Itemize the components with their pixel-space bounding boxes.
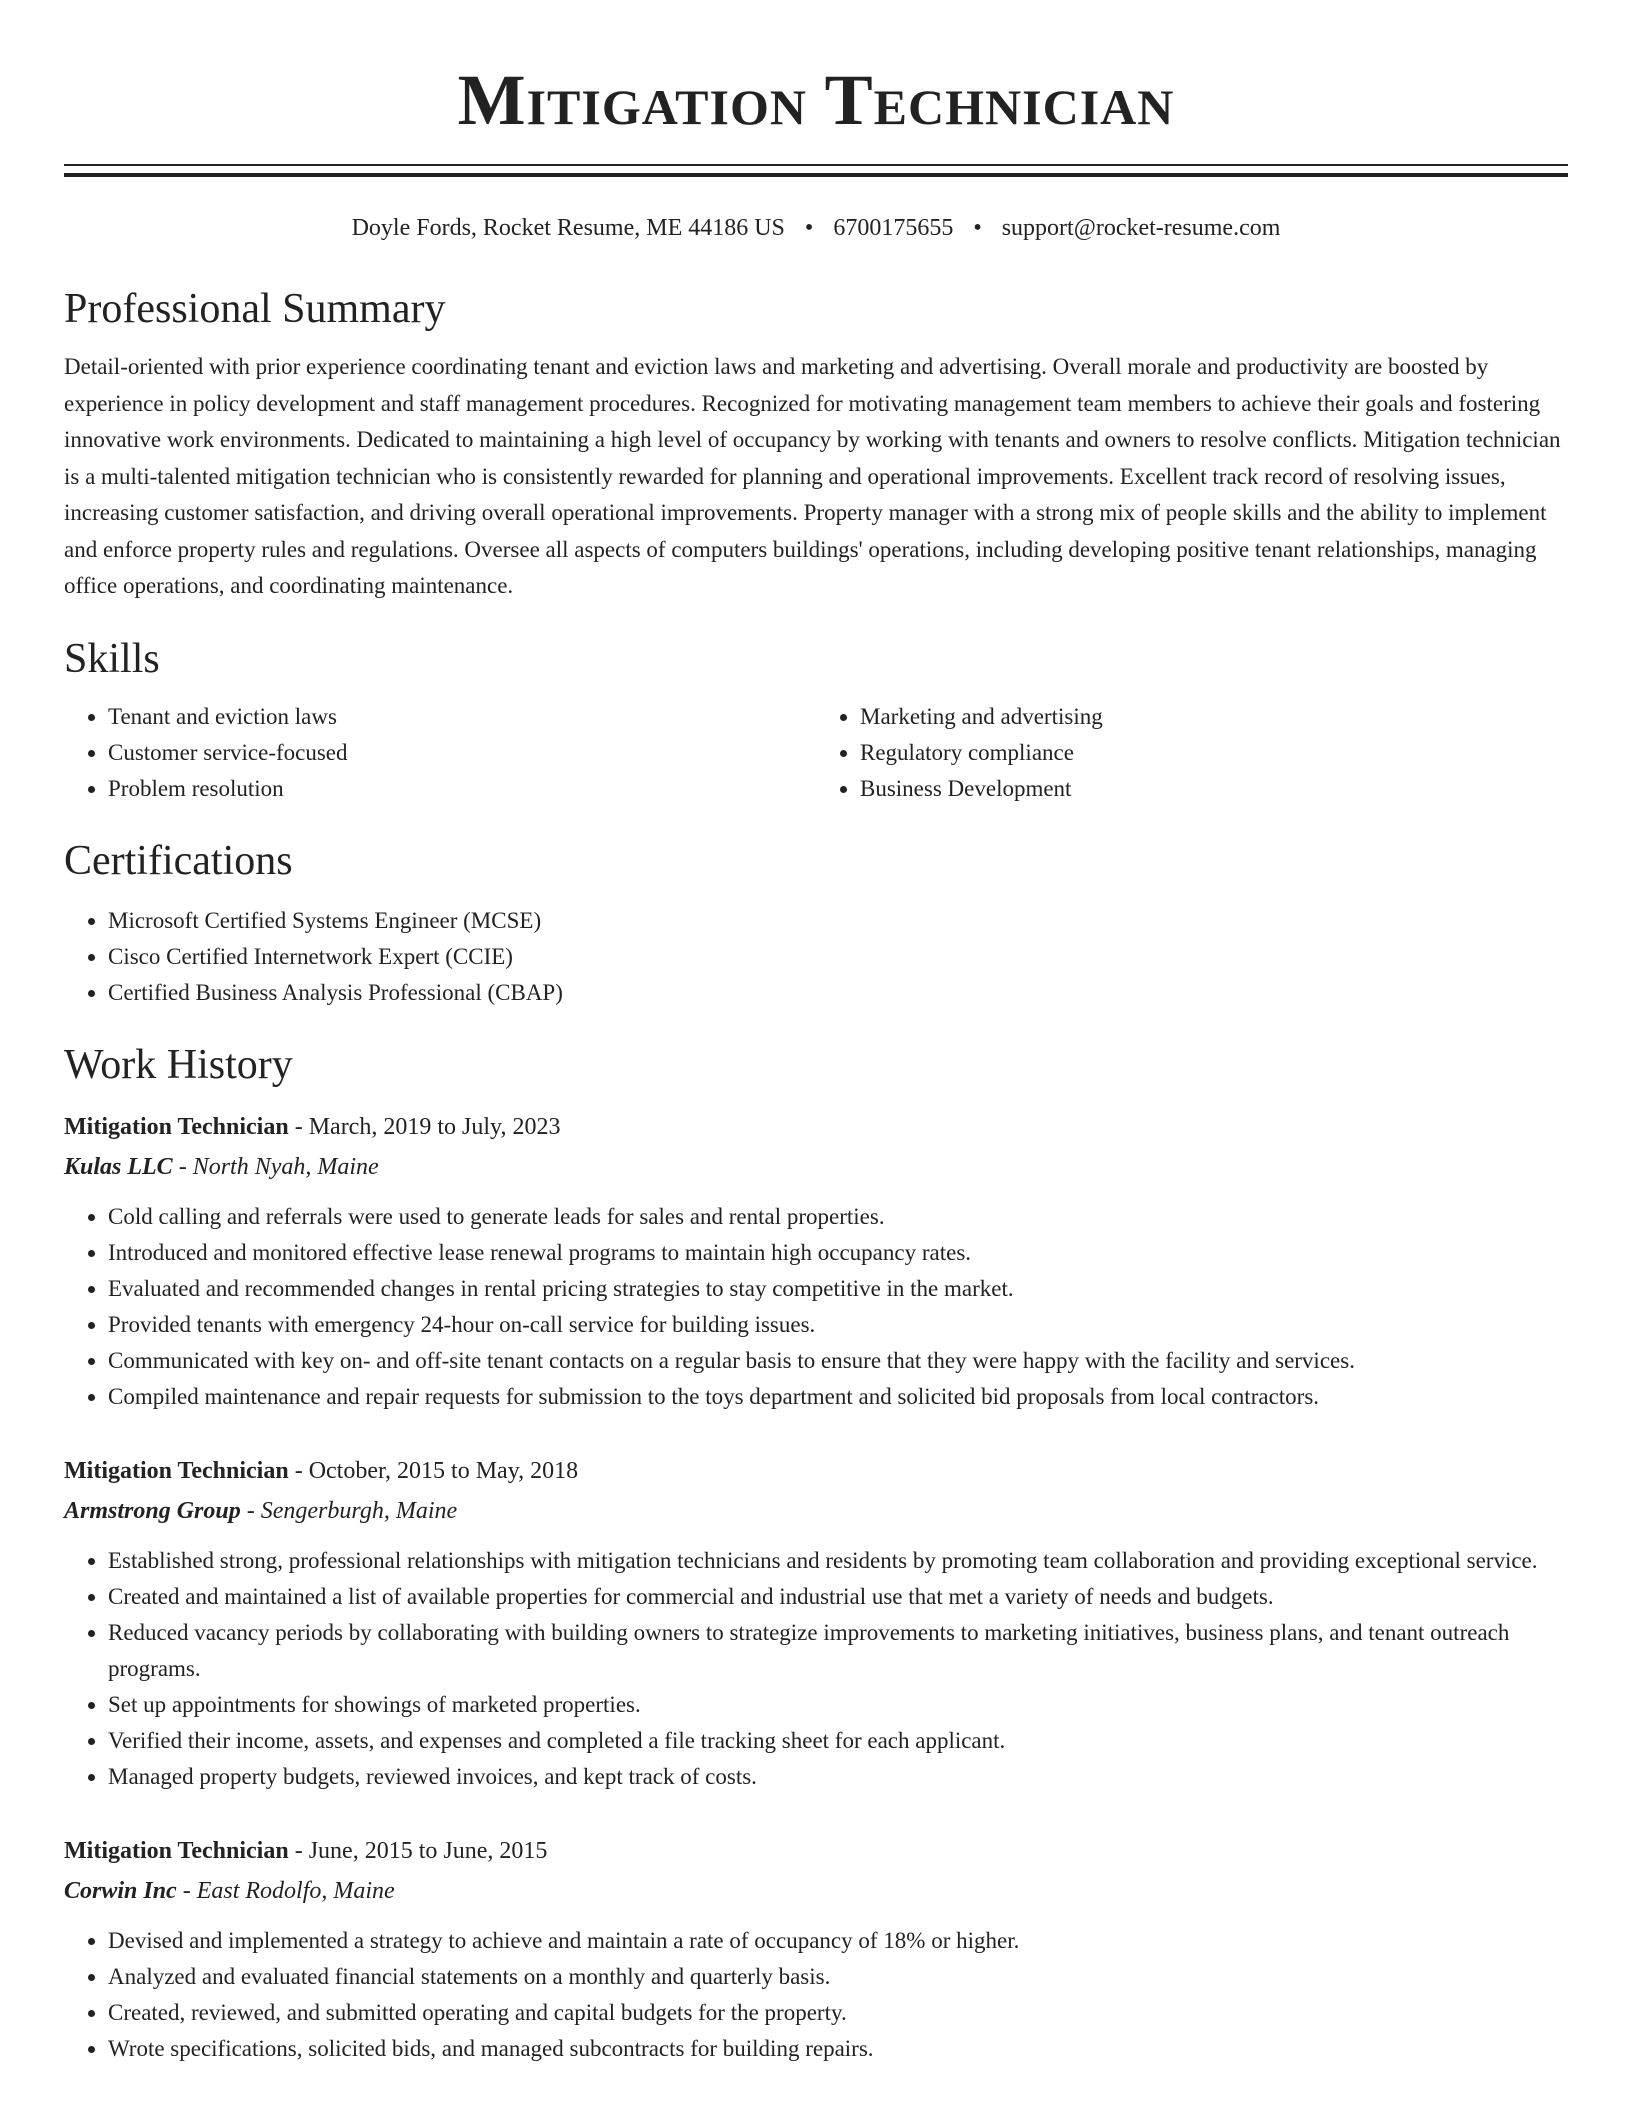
job-bullet: • Compiled maintenance and repair requests for submission to the toys department and solicited bid proposals from local contractors. <box>108 1379 1568 1415</box>
skills-list <box>64 699 1568 807</box>
skill-item: • Regulatory compliance <box>860 735 1568 771</box>
job-bullet: • Evaluated and recommended changes in rental pricing strategies to stay competitive in the market. <box>108 1271 1568 1307</box>
skill-item: • Problem resolution <box>108 771 816 807</box>
job-bullet: • Managed property budgets, reviewed invoices, and kept track of costs. <box>108 1759 1568 1795</box>
job-role: Mitigation Technician <box>64 1837 289 1864</box>
certification-item: • Certified Business Analysis Professional (CBAP) <box>108 975 1568 1011</box>
job-bullet: • Verified their income, assets, and expenses and completed a file tracking sheet for each applicant. <box>108 1723 1568 1759</box>
job-company-line <box>64 1147 1568 1187</box>
job-location: - Sengerburgh, Maine <box>240 1497 458 1524</box>
job-bullet: • Introduced and monitored effective lease renewal programs to maintain high occupancy rates. <box>108 1235 1568 1271</box>
certifications-heading: Certifications <box>64 837 293 884</box>
job-bullet: • Reduced vacancy periods by collaborating with building owners to strategize improvements to marketing initiatives, business plans, and tenant outreach programs. <box>108 1615 1568 1687</box>
work-history-heading: Work History <box>64 1041 293 1088</box>
summary-text: Detail-oriented with prior experience coordinating tenant and eviction laws and marketing and advertising. Overall morale and productivity are boosted by experience in policy development and staff management procedures. Recognized for motivating management team members to achieve their goals and fostering innovative work environments. Dedicated to maintaining a high level of occupancy by working with tenants and owners to resolve conflicts. Mitigation technician is a multi-talented mitigation technician who is consistently rewarded for planning and operational improvements. Excellent track record of resolving issues, increasing customer satisfaction, and driving overall operational improvements. Property manager with a strong mix of people skills and the ability to implement and enforce property rules and regulations. Oversee all aspects of computers buildings' operations, including developing positive tenant relationships, managing office operations, and coordinating maintenance. <box>64 354 1561 598</box>
contact-phone: 6700175655 <box>833 215 954 241</box>
skills-column-left <box>64 699 816 807</box>
contact-email: support@rocket-resume.com <box>1001 215 1281 241</box>
job-company: Corwin Inc <box>64 1877 177 1904</box>
job-bullet: • Created, reviewed, and submitted operating and capital budgets for the property. <box>108 1995 1568 2031</box>
skills-heading: Skills <box>64 635 160 682</box>
job-location: - North Nyah, Maine <box>172 1153 379 1180</box>
job-bullet: • Cold calling and referrals were used to generate leads for sales and rental properties. <box>108 1199 1568 1235</box>
skill-item: • Business Development <box>860 771 1568 807</box>
resume-name: Mitigation Technician <box>457 60 1175 140</box>
job-title-line <box>64 1831 1568 1871</box>
job-bullets <box>64 1199 1568 1415</box>
contact-line <box>64 213 1568 243</box>
resume-page <box>64 0 1568 2112</box>
job-title-line <box>64 1451 1568 1491</box>
job-dates: - June, 2015 to June, 2015 <box>288 1837 548 1864</box>
job-bullet: • Created and maintained a list of available properties for commercial and industrial use that met a variety of needs and budgets. <box>108 1579 1568 1615</box>
job-entry <box>64 1451 1568 1795</box>
job-dates: - March, 2019 to July, 2023 <box>288 1113 561 1140</box>
job-bullet: • Devised and implemented a strategy to achieve and maintain a rate of occupancy of 18% or higher. <box>108 1923 1568 1959</box>
certification-item: • Microsoft Certified Systems Engineer (MCSE) <box>108 903 1568 939</box>
certifications-list <box>64 903 1568 1011</box>
header-divider-top <box>64 164 1568 166</box>
job-entry <box>64 1107 1568 1415</box>
job-company-line <box>64 1491 1568 1531</box>
header-divider-bottom <box>64 173 1568 177</box>
job-entry <box>64 1831 1568 2067</box>
job-role: Mitigation Technician <box>64 1113 289 1140</box>
job-bullet: • Wrote specifications, solicited bids, and managed subcontracts for building repairs. <box>108 2031 1568 2067</box>
skills-column-right <box>816 699 1568 807</box>
contact-address: Doyle Fords, Rocket Resume, ME 44186 US <box>351 215 785 241</box>
skill-item: • Customer service-focused <box>108 735 816 771</box>
job-dates: - October, 2015 to May, 2018 <box>288 1457 579 1484</box>
job-bullet: • Set up appointments for showings of marketed properties. <box>108 1687 1568 1723</box>
job-bullet: • Established strong, professional relationships with mitigation technicians and residents by promoting team collaboration and providing exceptional service. <box>108 1543 1568 1579</box>
contact-separator: • <box>804 215 814 241</box>
job-location: - East Rodolfo, Maine <box>176 1877 395 1904</box>
job-company: Kulas LLC <box>64 1153 173 1180</box>
summary-heading: Professional Summary <box>64 286 446 332</box>
job-title-line <box>64 1107 1568 1147</box>
skill-item: • Marketing and advertising <box>860 699 1568 735</box>
certification-item: • Cisco Certified Internetwork Expert (CCIE) <box>108 939 1568 975</box>
job-company: Armstrong Group <box>64 1497 241 1524</box>
job-company-line <box>64 1871 1568 1911</box>
job-bullet: • Analyzed and evaluated financial statements on a monthly and quarterly basis. <box>108 1959 1568 1995</box>
job-bullets <box>64 1923 1568 2067</box>
job-bullets <box>64 1543 1568 1795</box>
contact-separator: • <box>973 215 982 241</box>
skill-item: • Tenant and eviction laws <box>108 699 816 735</box>
job-role: Mitigation Technician <box>64 1457 289 1484</box>
job-bullet: • Provided tenants with emergency 24-hour on-call service for building issues. <box>108 1307 1568 1343</box>
job-bullet: • Communicated with key on- and off-site tenant contacts on a regular basis to ensure that they were happy with the facility and services. <box>108 1343 1568 1379</box>
